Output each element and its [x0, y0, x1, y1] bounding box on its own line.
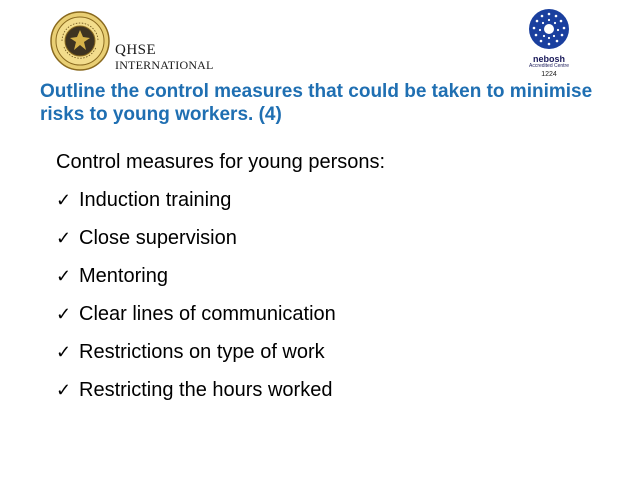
- list-item: [56, 340, 596, 364]
- list-item: [56, 378, 596, 402]
- qhse-logo: [50, 11, 214, 73]
- institute-seal-icon: [50, 11, 110, 71]
- list-item-label: Restricting the hours worked: [79, 379, 333, 401]
- nebosh-accreditation: Accredited Centre: [528, 63, 570, 69]
- list-heading: Control measures for young persons:: [56, 151, 386, 173]
- slide-content: [56, 150, 596, 416]
- slide-title: Outline the control measures that could be taken to minimise risks to young workers. (4): [40, 81, 593, 125]
- checkmark-icon: ✓: [56, 342, 72, 362]
- nebosh-globe-icon: [527, 7, 571, 51]
- brand-name-qhse: QHSE: [115, 42, 157, 58]
- list-item: [56, 302, 596, 326]
- checkmark-icon: ✓: [56, 304, 72, 324]
- nebosh-name: nebosh: [532, 54, 565, 64]
- checkmark-icon: ✓: [56, 190, 72, 210]
- list-item-label: Restrictions on type of work: [79, 341, 325, 363]
- checkmark-icon: ✓: [56, 266, 72, 286]
- list-item-label: Induction training: [79, 189, 232, 211]
- list-item-label: Mentoring: [79, 265, 168, 287]
- list-item-label: Clear lines of communication: [79, 303, 336, 325]
- list-item-label: Close supervision: [79, 227, 237, 249]
- brand-name-international: INTERNATIONAL: [115, 58, 214, 72]
- checkmark-icon: ✓: [56, 380, 72, 400]
- list-item: [56, 264, 596, 288]
- nebosh-centre-number: 1224: [541, 71, 557, 78]
- control-measures-list: [56, 188, 596, 402]
- checkmark-icon: ✓: [56, 228, 72, 248]
- list-item: [56, 226, 596, 250]
- list-item: [56, 188, 596, 212]
- nebosh-logo: [524, 7, 574, 77]
